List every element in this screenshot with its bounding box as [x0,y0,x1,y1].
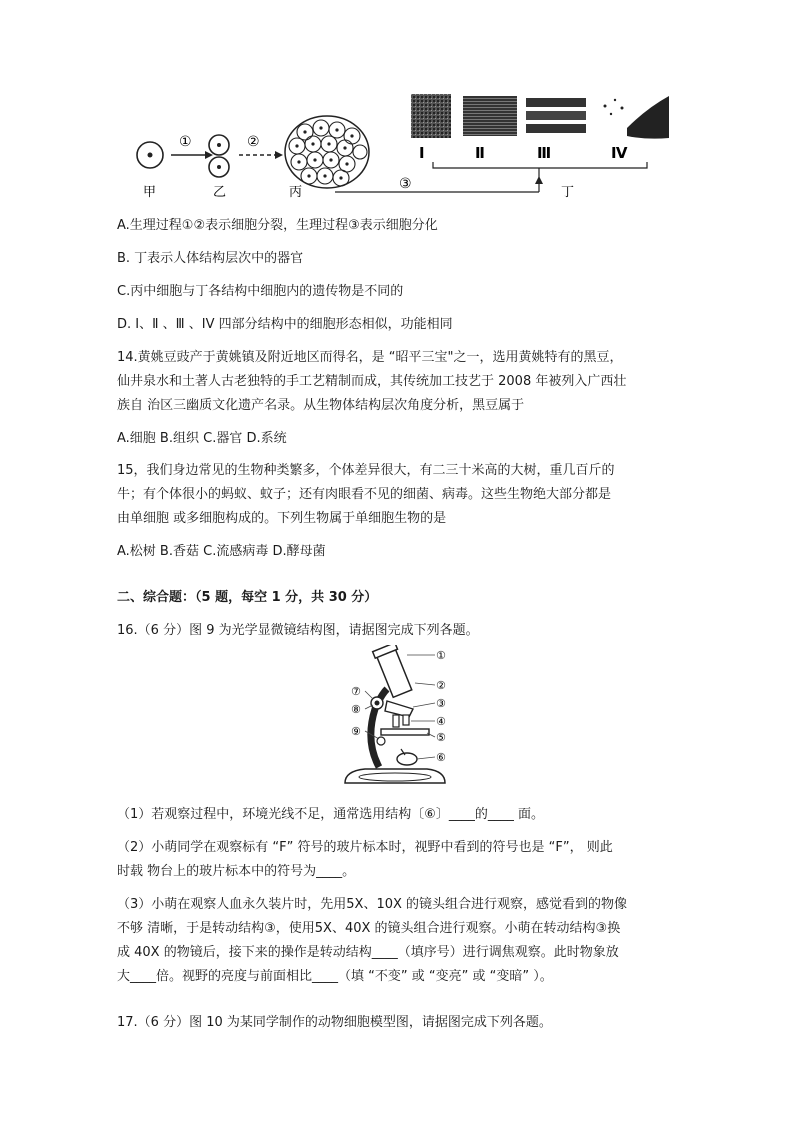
label-yi: 乙 [213,185,227,200]
q16-sub1: （1）若观察过程中，环境光线不足，通常选用结构〔⑥〕____的____ 面。 [117,807,545,822]
tissue-label-1: Ⅰ [419,144,425,162]
q13-option-c: C.丙中细胞与丁各结构中细胞内的遗传物是不同的 [117,284,404,299]
scope-label-4: ④ [436,715,446,728]
cell-jia [137,142,163,168]
arrow-1-label: ① [179,134,192,150]
tissue-label-2: Ⅱ [475,144,485,162]
scope-label-8: ⑧ [351,703,361,716]
label-jia: 甲 [143,185,157,200]
scope-label-6: ⑥ [436,751,446,764]
q13-option-d: D. I、Ⅱ 、Ⅲ 、IV 四部分结构中的细胞形态相似，功能相同 [117,317,453,332]
section-2-title: 二、综合题：（5 题，每空 1 分，共 30 分） [117,590,378,605]
q15-stem-line3: 由单细胞 或多细胞构成的。下列生物属于单细胞生物的是 [117,511,447,526]
q13-option-b: B. 丁表示人体结构层次中的器官 [117,251,304,266]
q16-sub3-line1: （3）小萌在观察人血永久装片时，先用5X、10X 的镜头组合进行观察，感觉看到的物像 [117,897,628,912]
q16-sub3-line3: 成 40X 的物镜后，接下来的操作是转动结构____（填序号）进行调焦观察。此时物象放 [117,945,619,960]
scope-label-1: ① [436,649,446,662]
q14-stem-line2: 仙井泉水和土著人古老独特的手工艺精制而成，其传统加工技艺于 2008 年被列入广西壮 [117,374,627,389]
q13-option-a: A.生理过程①②表示细胞分裂，生理过程③表示细胞分化 [117,218,438,233]
arrow-3-label: ③ [399,176,412,192]
q16-sub3-line2: 不够 清晰，于是转动结构③，使用5X、40X 的镜头组合进行观察。小萌在转动结构③换 [117,921,621,936]
scope-label-9: ⑨ [351,725,361,738]
q17-stem: 17.（6 分）图 10 为某同学制作的动物细胞模型图，请据图完成下列各题。 [117,1015,552,1030]
q16-sub2-line1: （2）小萌同学在观察标有 “F” 符号的玻片标本时，视野中看到的符号也是 “F”， 则此 [117,840,613,855]
label-ding: 丁 [561,185,575,200]
q14-stem-line1: 14.黄姚豆豉产于黄姚镇及附近地区而得名，是 “昭平三宝"之一，选用黄姚特有的黑豆， [117,350,623,365]
q14-stem-line3: 族自 治区三幽质文化遗产名录。从生物体结构层次角度分析，黑豆属于 [117,398,525,413]
q15-stem-line2: 牛；有个体很小的蚂蚁、蚊子；还有肉眼看不见的细菌、病毒。这些生物绝大部分都是 [117,487,612,502]
tissue-blocks [411,94,669,139]
microscope-figure [335,645,465,795]
q16-sub3-line4: 大____倍。视野的亮度与前面相比____（填 “不变” 或 “变亮” 或 “变暗” ）。 [117,969,553,984]
q14-options: A.细胞 B.组织 C.器官 D.系统 [117,431,287,446]
q16-sub2-line2: 时载 物台上的玻片标本中的符号为____。 [117,864,356,879]
tissue-label-3: Ⅲ [537,144,552,162]
scope-label-2: ② [436,679,446,692]
cell-mass-bing [285,116,369,188]
arrow-2-label: ② [247,134,260,150]
scope-label-7: ⑦ [351,685,361,698]
scope-label-3: ③ [436,697,446,710]
q15-options: A.松树 B.香菇 C.流感病毒 D.酵母菌 [117,544,326,559]
cell-differentiation-figure [117,88,677,208]
label-bing: 丙 [289,185,303,200]
q15-stem-line1: 15，我们身边常见的生物种类繁多，个体差异很大，有二三十米高的大树，重几百斤的 [117,463,615,478]
scope-label-5: ⑤ [436,731,446,744]
tissue-label-4: Ⅳ [611,144,628,162]
cell-yi [209,135,229,177]
q16-stem: 16.（6 分）图 9 为光学显微镜结构图，请据图完成下列各题。 [117,623,479,638]
